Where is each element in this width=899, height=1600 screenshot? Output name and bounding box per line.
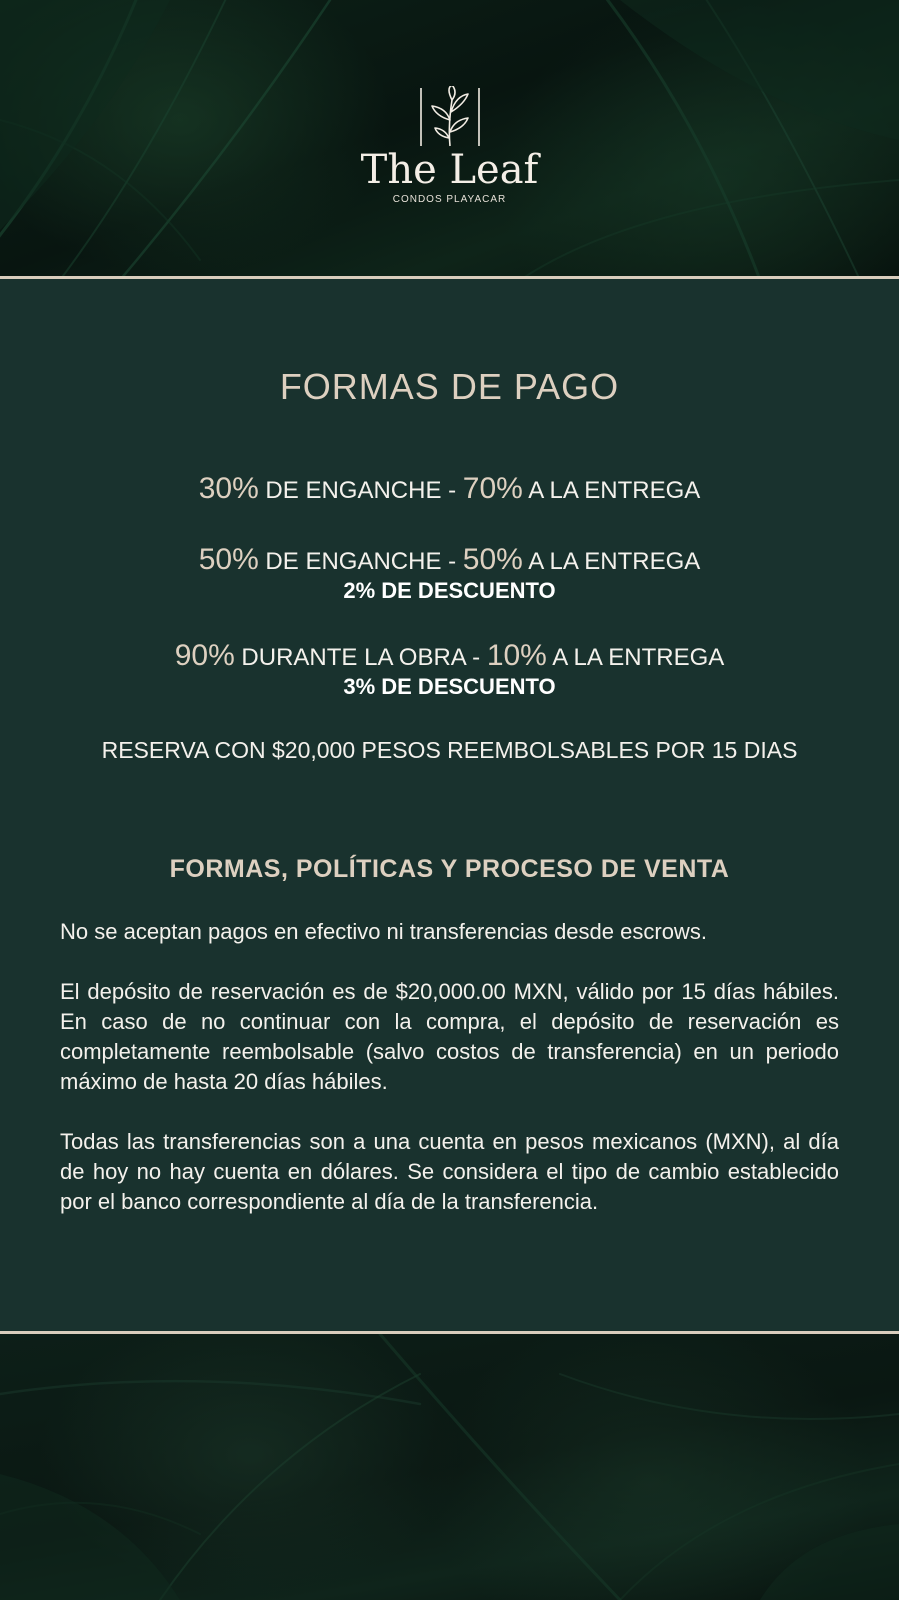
main-content: [0, 279, 899, 1331]
payment-plan-3: [0, 641, 899, 701]
leaf-background-image: [0, 1334, 899, 1600]
plan-2-first-percent: 50%: [198, 543, 259, 576]
plan-3-second-text: A LA ENTREGA: [546, 644, 725, 671]
plan-2-first-text: DE ENGANCHE -: [258, 548, 463, 575]
payment-plan-2: [0, 545, 899, 605]
policies-title: FORMAS, POLÍTICAS Y PROCESO DE VENTA: [169, 855, 730, 883]
plan-2-second-percent: 50%: [462, 543, 523, 576]
brand-name: The Leaf: [360, 147, 539, 193]
plan-1-first-percent: 30%: [198, 472, 259, 505]
plan-3-first-percent: 90%: [174, 639, 235, 672]
reserve-note: RESERVA CON $20,000 PESOS REEMBOLSABLES POR 15 DIAS: [101, 737, 798, 763]
footer-banner: [0, 1334, 899, 1600]
plan-1-second-text: A LA ENTREGA: [522, 477, 701, 504]
policy-paragraph-3: Todas las transferencias son a una cuenta en pesos mexicanos (MXN), al día de hoy no hay cuenta en dólares. Se considera el tipo de cambio establecido por el banco correspondiente al día de la transferencia.: [60, 1129, 839, 1214]
policy-paragraph-2: El depósito de reservación es de $20,000.00 MXN, válido por 15 días hábiles. En caso de no continuar con la compra, el depósito de reservación es completamente reembolsable (salvo costos de transferencia) en un periodo máximo de hasta 20 días hábiles.: [60, 979, 839, 1094]
header-banner: [0, 0, 899, 277]
plan-3-second-percent: 10%: [486, 639, 547, 672]
plan-2-second-text: A LA ENTREGA: [522, 548, 701, 575]
plan-2-discount: 2% DE DESCUENTO: [343, 578, 556, 603]
payment-plan-1: [0, 474, 899, 506]
brand-tagline: CONDOS PLAYACAR: [392, 194, 507, 205]
leaf-emblem-icon: [418, 86, 482, 148]
plan-1-first-text: DE ENGANCHE -: [258, 477, 463, 504]
plan-3-discount: 3% DE DESCUENTO: [343, 674, 556, 699]
payment-title: FORMAS DE PAGO: [279, 366, 620, 407]
plan-3-first-text: DURANTE LA OBRA -: [234, 644, 487, 671]
brand-logo: [0, 86, 899, 205]
policy-paragraph-1: No se aceptan pagos en efectivo ni transferencias desde escrows.: [60, 919, 707, 944]
plan-1-second-percent: 70%: [462, 472, 523, 505]
